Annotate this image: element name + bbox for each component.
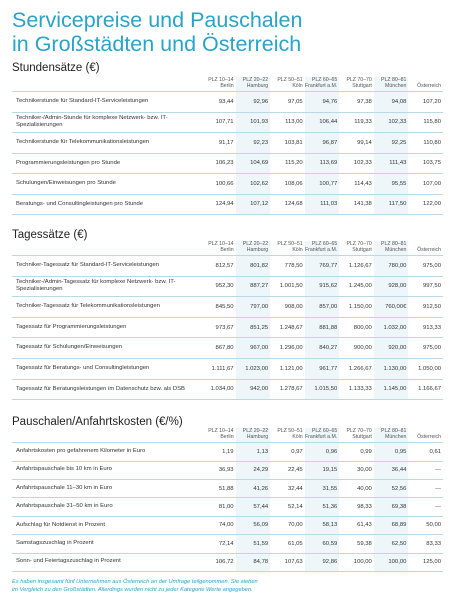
row-label: Tagessatz für Beratungsleistungen im Datenschutz bzw. als DSB — [12, 379, 201, 400]
column-city: Stuttgart — [352, 83, 372, 89]
row-label: Techniker-Tagessatz für Standard-IT-Serviceleistungen — [12, 256, 201, 277]
column-zip: PLZ 50–51 — [277, 241, 303, 247]
column-city: Österreich — [417, 83, 441, 89]
value-cell: 41,26 — [236, 479, 271, 497]
row-label: Aufschlag für Notdienst in Prozent — [12, 516, 201, 534]
column-zip: PLZ 70–70 — [346, 241, 372, 247]
value-cell: 812,57 — [201, 256, 236, 277]
row-label: Tagessatz für Beratungs- und Consultingleistungen — [12, 358, 201, 379]
value-cell: 32,44 — [270, 479, 305, 497]
table-row — [12, 174, 443, 195]
column-city: Köln — [292, 434, 303, 441]
value-cell: 107,20 — [408, 92, 443, 113]
value-cell: 84,78 — [236, 553, 271, 571]
value-cell: 920,00 — [374, 338, 409, 359]
column-header — [305, 428, 340, 443]
value-cell: 106,72 — [201, 553, 236, 571]
value-cell: 101,93 — [236, 112, 271, 133]
row-label: Technikerstunde für Telekommunikationsleistungen — [12, 133, 201, 154]
value-cell: 114,43 — [339, 174, 374, 195]
header-empty-cell — [12, 428, 201, 443]
table-row — [12, 479, 443, 497]
value-cell: --- — [408, 479, 443, 497]
column-header — [305, 77, 340, 92]
column-city: Österreich — [417, 434, 441, 441]
table-row — [12, 276, 443, 297]
value-cell: 30,00 — [339, 461, 374, 479]
table-row — [12, 338, 443, 359]
value-cell: 107,00 — [408, 174, 443, 195]
value-cell: --- — [408, 461, 443, 479]
row-label: Techniker-/Admin-Tagessatz für komplexe Netzwerk- bzw. IT-Spezialisierungen — [12, 276, 201, 297]
value-cell: 857,00 — [305, 297, 340, 318]
value-cell: 780,00 — [374, 256, 409, 277]
value-cell: 117,50 — [374, 194, 409, 215]
value-cell: 113,00 — [270, 112, 305, 133]
value-cell: 59,38 — [339, 535, 374, 553]
value-cell: 1.032,00 — [374, 317, 409, 338]
header-empty-cell — [12, 77, 201, 92]
value-cell: 1.245,00 — [339, 276, 374, 297]
row-label: Schulungen/Einweisungen pro Stunde — [12, 174, 201, 195]
column-zip: PLZ 10–14 — [208, 428, 234, 435]
row-label: Anfahrtskosten pro gefahrenem Kilometer in Euro — [12, 443, 201, 461]
value-cell: 98,33 — [339, 498, 374, 516]
row-label: Anfahrtspauschale 31–50 km in Euro — [12, 498, 201, 516]
table-row — [12, 461, 443, 479]
value-cell: 52,56 — [374, 479, 409, 497]
row-label: Samstagszuschlag in Prozent — [12, 535, 201, 553]
value-cell: 997,50 — [408, 276, 443, 297]
section-title: Tagessätze (€) — [12, 229, 88, 241]
column-header — [339, 428, 374, 443]
row-label: Beratungs- und Consultingleistungen pro Stunde — [12, 194, 201, 215]
table-row — [12, 443, 443, 461]
page-title — [12, 8, 443, 56]
value-cell: 56,09 — [236, 516, 271, 534]
value-cell: 51,88 — [201, 479, 236, 497]
table-header-row — [12, 77, 443, 92]
value-cell: 94,76 — [305, 92, 340, 113]
value-cell: 1,19 — [201, 443, 236, 461]
value-cell: 93,44 — [201, 92, 236, 113]
column-city: Österreich — [417, 247, 441, 253]
value-cell: 51,59 — [236, 535, 271, 553]
value-cell: 1.015,50 — [305, 379, 340, 400]
value-cell: 1.248,67 — [270, 317, 305, 338]
value-cell: 94,08 — [374, 92, 409, 113]
value-cell: 1.023,00 — [236, 358, 271, 379]
row-label: Sonn- und Feiertagszuschlag in Prozent — [12, 553, 201, 571]
value-cell: 103,81 — [270, 133, 305, 154]
section-title: Stundensätze (€) — [12, 62, 100, 74]
column-zip: PLZ 20–22 — [242, 241, 269, 247]
value-cell: 1.145,00 — [374, 379, 409, 400]
column-city: Stuttgart — [352, 434, 372, 441]
table-row — [12, 535, 443, 553]
value-cell: 122,00 — [408, 194, 443, 215]
value-cell: 62,50 — [374, 535, 409, 553]
value-cell: 1,13 — [236, 443, 271, 461]
value-cell: 92,96 — [236, 92, 271, 113]
value-cell: 92,23 — [236, 133, 271, 154]
section-title: Pauschalen/Anfahrtskosten (€/%) — [12, 416, 183, 429]
column-header — [408, 428, 443, 443]
column-header — [236, 77, 271, 92]
value-cell: 100,00 — [339, 553, 374, 571]
value-cell: 942,00 — [236, 379, 271, 400]
value-cell: 1.166,67 — [408, 379, 443, 400]
row-label: Tagessatz für Programmierungsleistungen — [12, 317, 201, 338]
value-cell: 61,05 — [270, 535, 305, 553]
column-zip: PLZ 60–65 — [311, 241, 338, 247]
value-cell: 107,63 — [270, 553, 305, 571]
table-header-row — [12, 241, 443, 256]
value-cell: 851,25 — [236, 317, 271, 338]
price-table — [12, 241, 443, 400]
value-cell: 24,29 — [236, 461, 271, 479]
column-zip: PLZ 70–70 — [346, 77, 372, 83]
column-header — [374, 428, 409, 443]
row-label: Techniker-Tagessatz für Telekommunikationsleistungen — [12, 297, 201, 318]
column-zip: PLZ 10–14 — [208, 241, 234, 247]
value-cell: 961,77 — [305, 358, 340, 379]
value-cell: 0,97 — [270, 443, 305, 461]
value-cell: 1.126,67 — [339, 256, 374, 277]
table-row — [12, 379, 443, 400]
value-cell: 0,96 — [305, 443, 340, 461]
table-header-row — [12, 428, 443, 443]
value-cell: 778,50 — [270, 256, 305, 277]
value-cell: 68,89 — [374, 516, 409, 534]
value-cell: 102,62 — [236, 174, 271, 195]
value-cell: 141,38 — [339, 194, 374, 215]
table-row — [12, 297, 443, 318]
value-cell: 96,87 — [305, 133, 340, 154]
column-zip: PLZ 80–81 — [381, 241, 407, 247]
value-cell: 769,77 — [305, 256, 340, 277]
value-cell: 106,44 — [305, 112, 340, 133]
value-cell: 103,75 — [408, 153, 443, 174]
value-cell: 70,00 — [270, 516, 305, 534]
value-cell: 1.001,50 — [270, 276, 305, 297]
row-label: Technikerstunde für Standard-IT-Serviceleistungen — [12, 92, 201, 113]
column-header — [339, 77, 374, 92]
value-cell: 99,14 — [339, 133, 374, 154]
column-header — [374, 241, 409, 256]
value-cell: 107,71 — [201, 112, 236, 133]
value-cell: 845,50 — [201, 297, 236, 318]
column-city: Berlin — [220, 247, 234, 253]
value-cell: 83,33 — [408, 535, 443, 553]
column-city: Berlin — [220, 83, 234, 89]
value-cell: 113,69 — [305, 153, 340, 174]
value-cell: 50,00 — [408, 516, 443, 534]
column-zip: PLZ 80–81 — [381, 428, 407, 435]
column-city: Hamburg — [246, 83, 269, 89]
column-header — [270, 428, 305, 443]
table-row — [12, 256, 443, 277]
value-cell: 51,36 — [305, 498, 340, 516]
value-cell: 0,95 — [374, 443, 409, 461]
value-cell: 100,77 — [305, 174, 340, 195]
column-header — [339, 241, 374, 256]
column-city: Frankfurt a.M. — [304, 83, 338, 89]
table-row — [12, 498, 443, 516]
value-cell: 72,14 — [201, 535, 236, 553]
value-cell: 0,99 — [339, 443, 374, 461]
value-cell: 108,06 — [270, 174, 305, 195]
column-header — [201, 241, 236, 256]
value-cell: 58,13 — [305, 516, 340, 534]
table-row — [12, 112, 443, 133]
value-cell: 102,33 — [374, 112, 409, 133]
value-cell: 104,69 — [236, 153, 271, 174]
value-cell: 928,00 — [374, 276, 409, 297]
value-cell: 967,00 — [236, 338, 271, 359]
value-cell: 61,43 — [339, 516, 374, 534]
column-header — [236, 241, 271, 256]
value-cell: 0,61 — [408, 443, 443, 461]
header-empty-cell — [12, 241, 201, 256]
row-label: Anfahrtspauschale 11–30 km in Euro — [12, 479, 201, 497]
value-cell: 92,86 — [305, 553, 340, 571]
value-cell: 111,03 — [305, 194, 340, 215]
row-label: Techniker-/Admin-Stunde für komplexe Netzwerk- bzw. IT-Spezialisierungen — [12, 112, 201, 133]
value-cell: 1.111,67 — [201, 358, 236, 379]
sections-container — [12, 62, 443, 572]
value-cell: 973,67 — [201, 317, 236, 338]
value-cell: 52,14 — [270, 498, 305, 516]
column-city: München — [385, 247, 407, 253]
value-cell: 36,44 — [374, 461, 409, 479]
table-row — [12, 553, 443, 571]
column-zip: PLZ 50–51 — [277, 428, 303, 435]
column-zip: PLZ 60–65 — [311, 77, 338, 83]
value-cell: 1.130,00 — [374, 358, 409, 379]
value-cell: 106,23 — [201, 153, 236, 174]
value-cell: 1.278,67 — [270, 379, 305, 400]
column-city: Köln — [292, 83, 303, 89]
value-cell: 111,43 — [374, 153, 409, 174]
column-city: Berlin — [220, 434, 234, 441]
column-city: Stuttgart — [352, 247, 372, 253]
value-cell: 81,00 — [201, 498, 236, 516]
value-cell: 124,94 — [201, 194, 236, 215]
column-header — [408, 241, 443, 256]
value-cell: 100,00 — [374, 553, 409, 571]
title-line-2: in Großstädten und Österreich — [12, 32, 302, 56]
value-cell: 1.050,00 — [408, 358, 443, 379]
column-zip: PLZ 60–65 — [311, 428, 338, 435]
value-cell: 1.034,00 — [201, 379, 236, 400]
title-line-1: Servicepreise und Pauschalen — [12, 8, 303, 32]
value-cell: 74,00 — [201, 516, 236, 534]
value-cell: --- — [408, 498, 443, 516]
value-cell: 1.121,00 — [270, 358, 305, 379]
column-zip: PLZ 70–70 — [346, 428, 372, 435]
value-cell: 975,00 — [408, 338, 443, 359]
value-cell: 867,80 — [201, 338, 236, 359]
value-cell: 119,33 — [339, 112, 374, 133]
value-cell: 908,00 — [270, 297, 305, 318]
value-cell: 97,38 — [339, 92, 374, 113]
value-cell: 800,00 — [339, 317, 374, 338]
column-zip: PLZ 10–14 — [208, 77, 234, 83]
value-cell: 1.296,00 — [270, 338, 305, 359]
column-header — [270, 77, 305, 92]
value-cell: 91,17 — [201, 133, 236, 154]
value-cell: 19,15 — [305, 461, 340, 479]
value-cell: 975,00 — [408, 256, 443, 277]
column-zip: PLZ 50–51 — [277, 77, 303, 83]
value-cell: 107,12 — [236, 194, 271, 215]
column-zip: PLZ 80–81 — [381, 77, 407, 83]
row-label: Programmierungsleistungen pro Stunde — [12, 153, 201, 174]
column-city: München — [385, 83, 407, 89]
column-zip: PLZ 20–22 — [242, 428, 269, 435]
table-row — [12, 194, 443, 215]
column-header — [236, 428, 271, 443]
value-cell: 110,80 — [408, 133, 443, 154]
table-row — [12, 153, 443, 174]
value-cell: 1.266,67 — [339, 358, 374, 379]
column-city: München — [385, 434, 407, 441]
price-table — [12, 428, 443, 572]
value-cell: 60,59 — [305, 535, 340, 553]
table-row — [12, 92, 443, 113]
value-cell: 102,33 — [339, 153, 374, 174]
price-table — [12, 77, 443, 215]
column-city: Köln — [292, 247, 303, 253]
value-cell: 95,55 — [374, 174, 409, 195]
footnote: Es haben insgesamt fünf Unternehmen aus Österreich an der Umfrage teilgenommen. Sie stehen im Vergleich zu den Großstädten. Allerdings wurden nicht zu jeder Kategorie Werte angegeben. — [12, 578, 258, 593]
table-row — [12, 133, 443, 154]
value-cell: 92,25 — [374, 133, 409, 154]
column-header — [374, 77, 409, 92]
value-cell: 1.133,33 — [339, 379, 374, 400]
value-cell: 915,62 — [305, 276, 340, 297]
value-cell: 913,33 — [408, 317, 443, 338]
value-cell: 125,00 — [408, 553, 443, 571]
column-zip: PLZ 20–22 — [242, 77, 269, 83]
table-row — [12, 516, 443, 534]
value-cell: 69,38 — [374, 498, 409, 516]
column-header — [270, 241, 305, 256]
column-city: Hamburg — [246, 247, 269, 253]
value-cell: 57,44 — [236, 498, 271, 516]
value-cell: 760,00€ — [374, 297, 409, 318]
value-cell: 881,88 — [305, 317, 340, 338]
value-cell: 97,05 — [270, 92, 305, 113]
column-city: Frankfurt a.M. — [304, 247, 338, 253]
value-cell: 912,50 — [408, 297, 443, 318]
value-cell: 31,55 — [305, 479, 340, 497]
table-row — [12, 358, 443, 379]
column-header — [201, 428, 236, 443]
value-cell: 100,66 — [201, 174, 236, 195]
value-cell: 952,30 — [201, 276, 236, 297]
value-cell: 40,00 — [339, 479, 374, 497]
value-cell: 115,80 — [408, 112, 443, 133]
value-cell: 840,27 — [305, 338, 340, 359]
column-city: Frankfurt a.M. — [304, 434, 338, 441]
value-cell: 36,93 — [201, 461, 236, 479]
column-city: Hamburg — [246, 434, 269, 441]
value-cell: 115,20 — [270, 153, 305, 174]
value-cell: 22,45 — [270, 461, 305, 479]
column-header — [305, 241, 340, 256]
value-cell: 887,27 — [236, 276, 271, 297]
value-cell: 900,00 — [339, 338, 374, 359]
row-label: Tagessatz für Schulungen/Einweisungen — [12, 338, 201, 359]
value-cell: 797,00 — [236, 297, 271, 318]
value-cell: 801,82 — [236, 256, 271, 277]
value-cell: 1.150,00 — [339, 297, 374, 318]
row-label: Anfahrtspauschale bis 10 km in Euro — [12, 461, 201, 479]
column-header — [201, 77, 236, 92]
table-row — [12, 317, 443, 338]
value-cell: 124,68 — [270, 194, 305, 215]
column-header — [408, 77, 443, 92]
